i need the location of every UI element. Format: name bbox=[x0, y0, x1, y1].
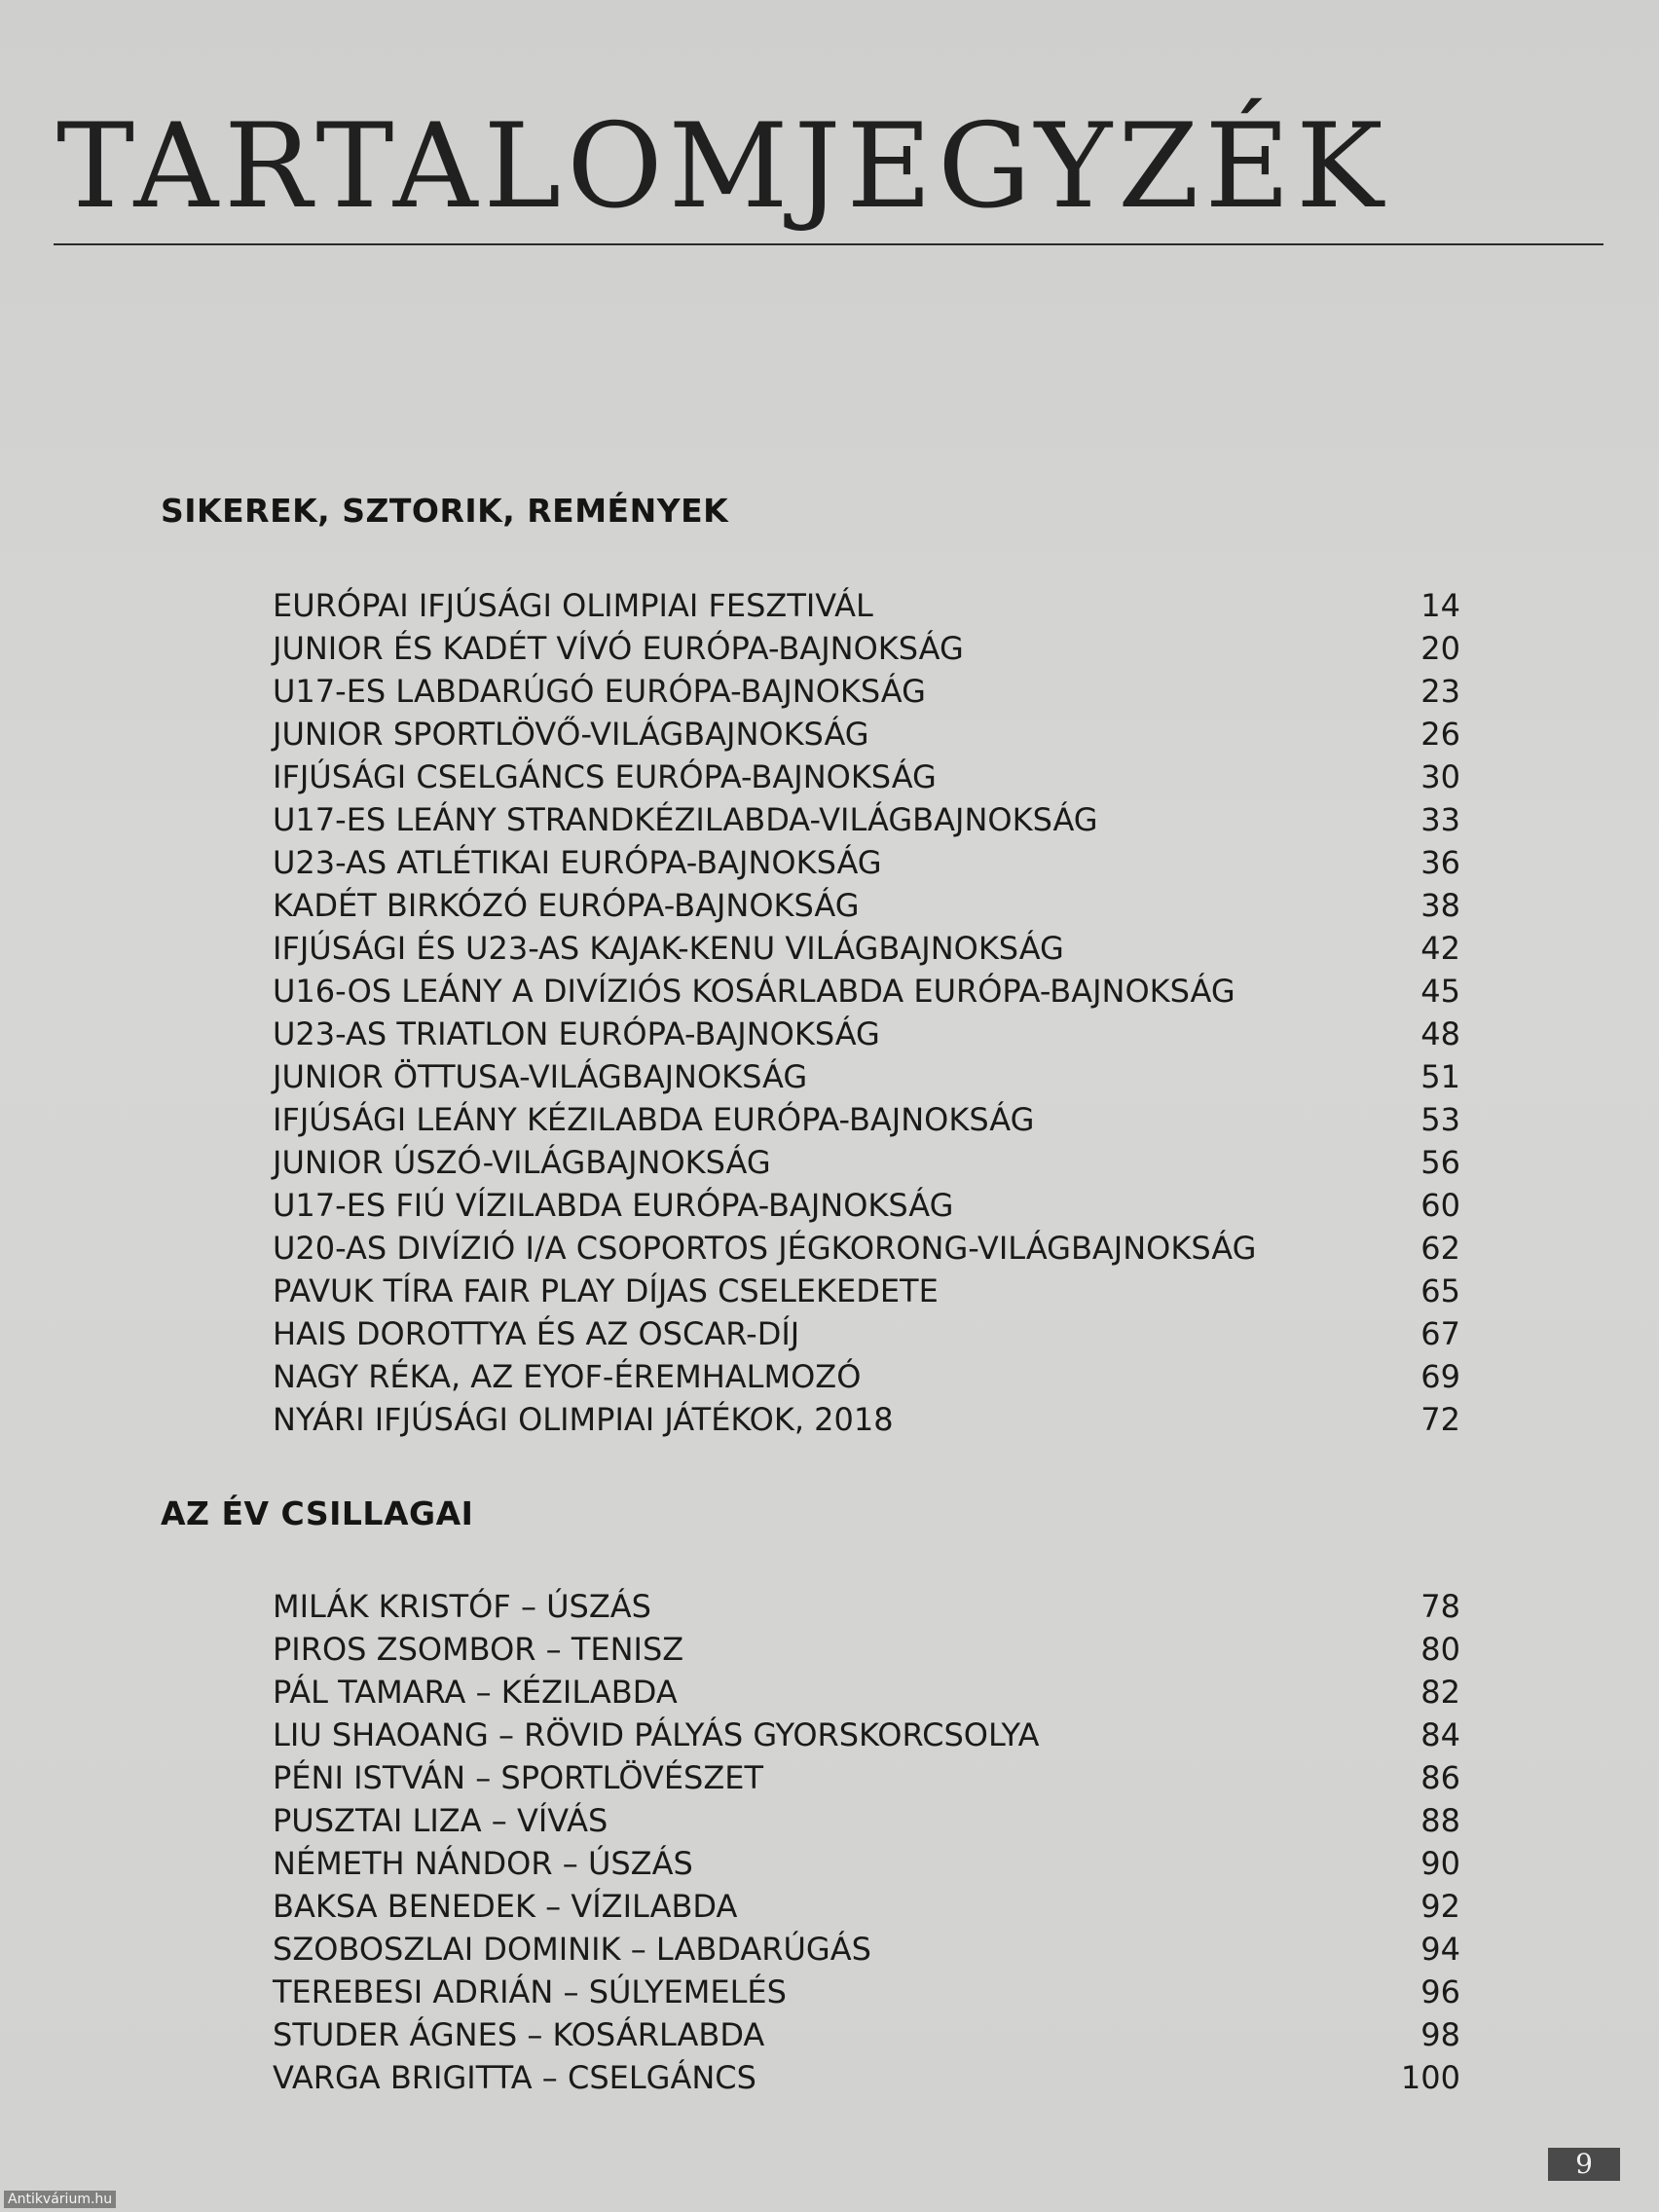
toc-entry-title: KADÉT BIRKÓZÓ EURÓPA-BAJNOKSÁG bbox=[273, 887, 860, 924]
toc-entry-title: VARGA BRIGITTA – CSELGÁNCS bbox=[273, 2059, 756, 2096]
toc-entry-page: 67 bbox=[1420, 1315, 1460, 1352]
toc-entry[interactable] bbox=[273, 1971, 1460, 2013]
toc-entry-title: U17-ES FIÚ VÍZILABDA EURÓPA-BAJNOKSÁG bbox=[273, 1187, 954, 1224]
toc-entry-page: 56 bbox=[1420, 1144, 1460, 1181]
toc-entry-page: 51 bbox=[1420, 1058, 1460, 1095]
toc-entry-page: 23 bbox=[1420, 673, 1460, 710]
toc-list-sikerek bbox=[273, 584, 1460, 1441]
toc-entry-title: U23-AS ATLÉTIKAI EURÓPA-BAJNOKSÁG bbox=[273, 844, 882, 881]
watermark-label: Antikvárium.hu bbox=[4, 2191, 116, 2208]
toc-list-csillagai bbox=[273, 1585, 1460, 2099]
toc-entry-title: JUNIOR ÚSZÓ-VILÁGBAJNOKSÁG bbox=[273, 1144, 771, 1181]
toc-entry[interactable] bbox=[273, 1842, 1460, 1885]
toc-entry-title: JUNIOR SPORTLÖVŐ-VILÁGBAJNOKSÁG bbox=[273, 716, 869, 753]
toc-entry[interactable] bbox=[273, 1098, 1460, 1141]
toc-entry-page: 30 bbox=[1420, 758, 1460, 795]
toc-entry-page: 98 bbox=[1420, 2016, 1460, 2053]
toc-entry-page: 53 bbox=[1420, 1101, 1460, 1138]
toc-entry-page: 42 bbox=[1420, 930, 1460, 967]
toc-entry-title: JUNIOR ÖTTUSA-VILÁGBAJNOKSÁG bbox=[273, 1058, 808, 1095]
toc-entry-page: 92 bbox=[1420, 1888, 1460, 1925]
toc-entry-title: SZOBOSZLAI DOMINIK – LABDARÚGÁS bbox=[273, 1931, 871, 1968]
toc-entry-title: LIU SHAOANG – RÖVID PÁLYÁS GYORSKORCSOLYA bbox=[273, 1716, 1040, 1753]
toc-entry-title: EURÓPAI IFJÚSÁGI OLIMPIAI FESZTIVÁL bbox=[273, 587, 873, 624]
toc-entry-title: BAKSA BENEDEK – VÍZILABDA bbox=[273, 1888, 738, 1925]
page-title: TARTALOMJEGYZÉK bbox=[56, 99, 1389, 235]
toc-entry[interactable] bbox=[273, 1928, 1460, 1971]
toc-entry-title: U17-ES LABDARÚGÓ EURÓPA-BAJNOKSÁG bbox=[273, 673, 926, 710]
toc-entry[interactable] bbox=[273, 584, 1460, 627]
toc-entry-page: 48 bbox=[1420, 1015, 1460, 1052]
toc-entry-page: 69 bbox=[1420, 1358, 1460, 1395]
toc-entry[interactable] bbox=[273, 670, 1460, 713]
toc-entry[interactable] bbox=[273, 798, 1460, 841]
toc-entry-page: 72 bbox=[1420, 1401, 1460, 1438]
toc-entry-page: 33 bbox=[1420, 801, 1460, 838]
toc-entry-title: IFJÚSÁGI CSELGÁNCS EURÓPA-BAJNOKSÁG bbox=[273, 758, 937, 795]
toc-entry[interactable] bbox=[273, 927, 1460, 970]
toc-entry-title: U16-OS LEÁNY A DIVÍZIÓS KOSÁRLABDA EURÓPA-BAJNOKSÁG bbox=[273, 973, 1235, 1010]
toc-entry[interactable] bbox=[273, 1671, 1460, 1714]
toc-entry[interactable] bbox=[273, 2013, 1460, 2056]
toc-entry[interactable] bbox=[273, 627, 1460, 670]
toc-entry[interactable] bbox=[273, 1227, 1460, 1270]
toc-entry-title: U23-AS TRIATLON EURÓPA-BAJNOKSÁG bbox=[273, 1015, 880, 1052]
toc-entry[interactable] bbox=[273, 713, 1460, 756]
toc-entry-title: PUSZTAI LIZA – VÍVÁS bbox=[273, 1802, 608, 1839]
toc-entry-page: 38 bbox=[1420, 887, 1460, 924]
toc-entry[interactable] bbox=[273, 841, 1460, 884]
toc-entry[interactable] bbox=[273, 1885, 1460, 1928]
toc-entry-title: MILÁK KRISTÓF – ÚSZÁS bbox=[273, 1588, 651, 1625]
toc-entry[interactable] bbox=[273, 1013, 1460, 1055]
toc-entry[interactable] bbox=[273, 1398, 1460, 1441]
toc-entry[interactable] bbox=[273, 756, 1460, 798]
page-number: 9 bbox=[1548, 2148, 1620, 2181]
toc-entry[interactable] bbox=[273, 1355, 1460, 1398]
toc-entry[interactable] bbox=[273, 970, 1460, 1013]
toc-entry-title: U17-ES LEÁNY STRANDKÉZILABDA-VILÁGBAJNOKSÁG bbox=[273, 801, 1098, 838]
toc-entry-title: IFJÚSÁGI LEÁNY KÉZILABDA EURÓPA-BAJNOKSÁG bbox=[273, 1101, 1035, 1138]
toc-entry[interactable] bbox=[273, 1141, 1460, 1184]
toc-entry[interactable] bbox=[273, 1312, 1460, 1355]
toc-entry-title: HAIS DOROTTYA ÉS AZ OSCAR-DÍJ bbox=[273, 1315, 800, 1352]
toc-entry-page: 80 bbox=[1420, 1631, 1460, 1668]
toc-entry-page: 96 bbox=[1420, 1973, 1460, 2010]
toc-entry[interactable] bbox=[273, 1714, 1460, 1756]
toc-entry-title: JUNIOR ÉS KADÉT VÍVÓ EURÓPA-BAJNOKSÁG bbox=[273, 630, 964, 667]
toc-entry[interactable] bbox=[273, 1585, 1460, 1628]
toc-entry-title: U20-AS DIVÍZIÓ I/A CSOPORTOS JÉGKORONG-VILÁGBAJNOKSÁG bbox=[273, 1230, 1257, 1267]
toc-entry-page: 84 bbox=[1420, 1716, 1460, 1753]
toc-entry-title: TEREBESI ADRIÁN – SÚLYEMELÉS bbox=[273, 1973, 787, 2010]
toc-entry[interactable] bbox=[273, 1055, 1460, 1098]
toc-entry-title: PÁL TAMARA – KÉZILABDA bbox=[273, 1674, 678, 1711]
toc-entry-title: PAVUK TÍRA FAIR PLAY DÍJAS CSELEKEDETE bbox=[273, 1272, 939, 1309]
toc-entry[interactable] bbox=[273, 1799, 1460, 1842]
toc-entry-page: 62 bbox=[1420, 1230, 1460, 1267]
toc-entry-page: 100 bbox=[1400, 2059, 1460, 2096]
toc-entry-title: IFJÚSÁGI ÉS U23-AS KAJAK-KENU VILÁGBAJNOKSÁG bbox=[273, 930, 1064, 967]
section-heading-csillagai: AZ ÉV CSILLAGAI bbox=[161, 1494, 474, 1532]
toc-entry-page: 60 bbox=[1420, 1187, 1460, 1224]
toc-entry-page: 86 bbox=[1420, 1759, 1460, 1796]
toc-entry[interactable] bbox=[273, 1270, 1460, 1312]
toc-entry-title: STUDER ÁGNES – KOSÁRLABDA bbox=[273, 2016, 765, 2053]
toc-entry-title: PIROS ZSOMBOR – TENISZ bbox=[273, 1631, 684, 1668]
toc-entry-page: 88 bbox=[1420, 1802, 1460, 1839]
toc-entry[interactable] bbox=[273, 1756, 1460, 1799]
toc-entry-page: 78 bbox=[1420, 1588, 1460, 1625]
toc-entry[interactable] bbox=[273, 2056, 1460, 2099]
toc-entry-page: 20 bbox=[1420, 630, 1460, 667]
toc-entry-page: 36 bbox=[1420, 844, 1460, 881]
toc-entry-page: 45 bbox=[1420, 973, 1460, 1010]
toc-entry-page: 94 bbox=[1420, 1931, 1460, 1968]
section-heading-sikerek: SIKEREK, SZTORIK, REMÉNYEK bbox=[161, 492, 729, 530]
toc-entry-page: 82 bbox=[1420, 1674, 1460, 1711]
toc-entry-page: 90 bbox=[1420, 1845, 1460, 1882]
toc-entry[interactable] bbox=[273, 1184, 1460, 1227]
toc-entry-title: NAGY RÉKA, AZ EYOF-ÉREMHALMOZÓ bbox=[273, 1358, 862, 1395]
toc-entry-title: NÉMETH NÁNDOR – ÚSZÁS bbox=[273, 1845, 693, 1882]
toc-entry[interactable] bbox=[273, 1628, 1460, 1671]
toc-entry-page: 65 bbox=[1420, 1272, 1460, 1309]
toc-entry-page: 14 bbox=[1420, 587, 1460, 624]
toc-entry-title: PÉNI ISTVÁN – SPORTLÖVÉSZET bbox=[273, 1759, 764, 1796]
toc-entry-page: 26 bbox=[1420, 716, 1460, 753]
toc-entry[interactable] bbox=[273, 884, 1460, 927]
toc-entry-title: NYÁRI IFJÚSÁGI OLIMPIAI JÁTÉKOK, 2018 bbox=[273, 1401, 894, 1438]
title-underline bbox=[54, 243, 1604, 245]
